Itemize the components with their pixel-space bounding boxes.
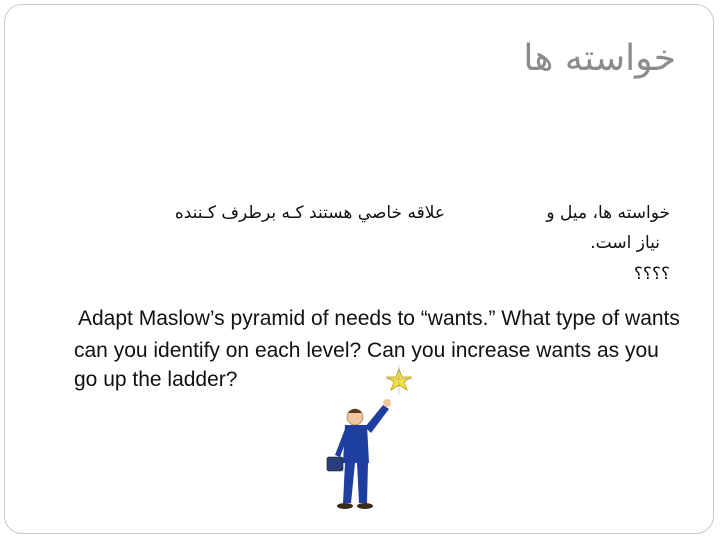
bullet-1-line-2: نياز است.: [590, 233, 660, 253]
bullet-2-text: ؟؟؟؟: [633, 264, 670, 284]
slide-title: خواسته ها: [523, 38, 676, 79]
bullet-1-text-right: خواسته ها، ميل و: [546, 203, 670, 223]
star-icon: [385, 365, 413, 395]
english-bullet-text: Adapt Maslow’s pyramid of needs to “wants.” What type of wants can you identify on each level? Can you increase wants as you go up the ladder?: [74, 307, 680, 391]
bullet-2: [634, 264, 674, 284]
bullet-1-line-1-left: علاقه خاصي هستند كـه برطرف كـننده: [174, 203, 445, 223]
reaching-man-icon: [305, 365, 415, 515]
bullet-1-line-1-right: [546, 203, 674, 223]
